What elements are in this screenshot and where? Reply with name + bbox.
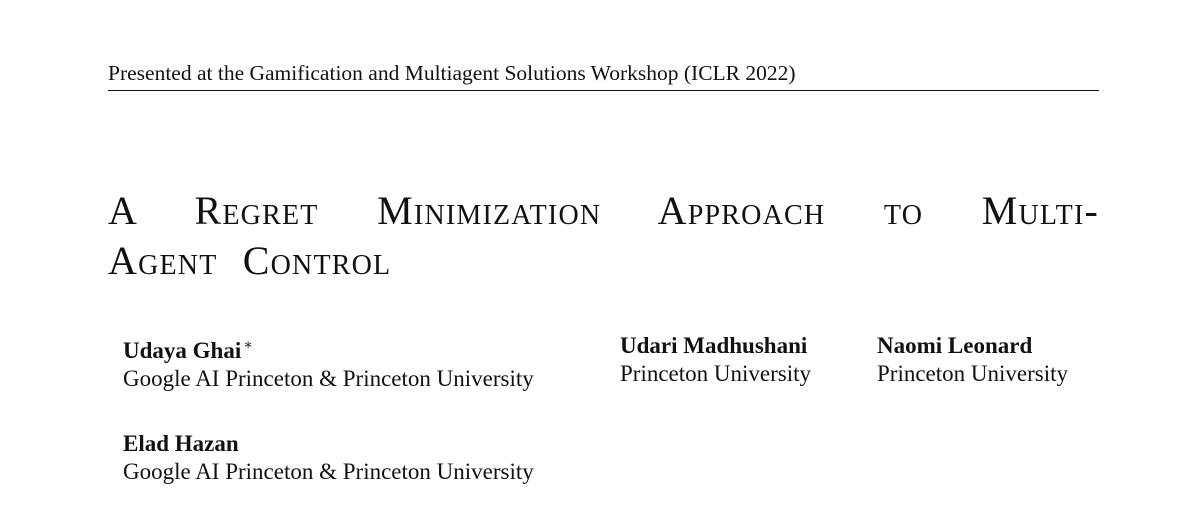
- author-affiliation-1: Google AI Princeton & Princeton University: [123, 366, 534, 391]
- author-name-text-1: Udaya Ghai: [123, 338, 242, 363]
- author-block-2: [620, 332, 811, 388]
- author-block-4: [123, 430, 534, 486]
- author-block-1: [123, 332, 534, 393]
- author-affiliation-3: Princeton University: [877, 361, 1068, 386]
- title-line-1: A Regret Minimization Approach to Multi-: [108, 188, 1099, 233]
- author-name-1: [123, 332, 534, 365]
- header-rule: [108, 90, 1099, 91]
- author-name-2: Udari Madhushani: [620, 333, 808, 358]
- venue-header: Presented at the Gamification and Multiagent Solutions Workshop (ICLR 2022): [108, 61, 796, 85]
- author-name-3: Naomi Leonard: [877, 333, 1033, 358]
- title-line-2: Agent Control: [108, 238, 392, 283]
- author-affiliation-2: Princeton University: [620, 361, 811, 386]
- footnote-marker: ∗: [243, 338, 253, 353]
- author-name-4: Elad Hazan: [123, 431, 239, 456]
- author-affiliation-4: Google AI Princeton & Princeton University: [123, 459, 534, 484]
- author-block-3: [877, 332, 1068, 388]
- paper-title: [108, 186, 1099, 286]
